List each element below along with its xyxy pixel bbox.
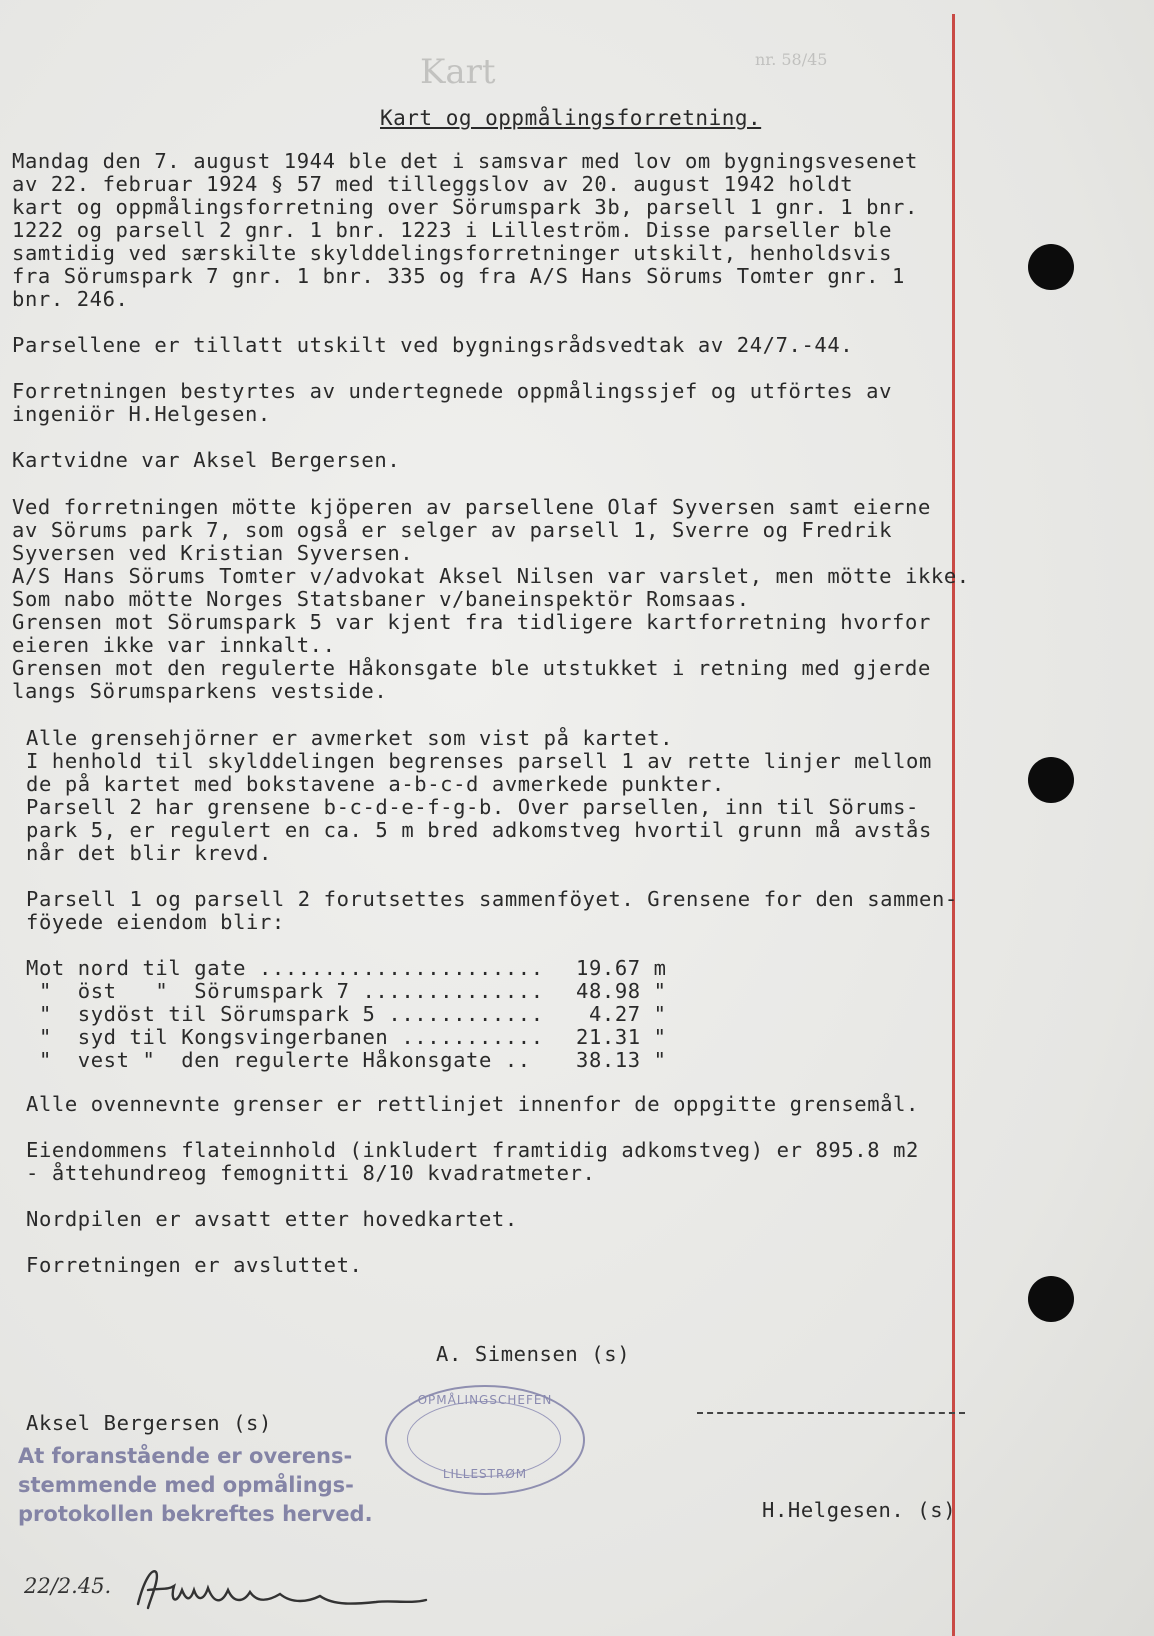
- signature-helgesen: H.Helgesen. (s): [762, 1498, 957, 1522]
- paragraph-line: Mandag den 7. august 1944 ble det i samsvar med lov om bygningsvesenet: [12, 149, 918, 173]
- paragraph-line: eieren ikke var innkalt..: [12, 633, 336, 657]
- signature-bergersen: Aksel Bergersen (s): [26, 1411, 272, 1435]
- paragraph-line: langs Sörumsparkens vestside.: [12, 679, 388, 703]
- boundary-value: 4.27 ": [576, 1002, 667, 1026]
- boundary-label: " vest " den regulerte Håkonsgate ..: [26, 1048, 531, 1072]
- paragraph-line: fra Sörumspark 7 gnr. 1 bnr. 335 og fra A/S Hans Sörums Tomter gnr. 1: [12, 264, 906, 288]
- paragraph-line: Alle grensehjörner er avmerket som vist på kartet.: [26, 726, 674, 750]
- boundary-value: 21.31 ": [576, 1025, 667, 1049]
- stamp-top-text: OPMÅLINGSCHEFEN: [417, 1393, 553, 1407]
- faint-header-right: nr. 58/45: [755, 50, 828, 69]
- margin-line: [952, 14, 955, 1636]
- paragraph-line: kart og oppmålingsforretning over Sörumspark 3b, parsell 1 gnr. 1 bnr.: [12, 195, 918, 219]
- closing-line: Alle ovennevnte grenser er rettlinjet innenfor de oppgitte grensemål.: [26, 1092, 920, 1116]
- paragraph-line: Forretningen bestyrtes av undertegnede oppmålingssjef og utförtes av: [12, 379, 893, 403]
- boundary-label: " öst " Sörumspark 7 ..............: [26, 979, 544, 1003]
- paragraph-line: Kartvidne var Aksel Bergersen.: [12, 448, 401, 472]
- paragraph-line: 1222 og parsell 2 gnr. 1 bnr. 1223 i Lilleström. Disse parseller ble: [12, 218, 893, 242]
- punch-hole-top: [1028, 244, 1074, 290]
- paragraph-line: I henhold til skylddelingen begrenses parsell 1 av rette linjer mellom: [26, 749, 932, 773]
- certification-line: At foranstående er overens-: [18, 1444, 353, 1468]
- punch-hole-middle: [1028, 757, 1074, 803]
- boundary-label: Mot nord til gate ......................: [26, 956, 544, 980]
- paragraph-line: Som nabo mötte Norges Statsbaner v/baneinspektör Romsaas.: [12, 587, 750, 611]
- paragraph-line: Grensen mot Sörumspark 5 var kjent fra tidligere kartforretning hvorfor: [12, 610, 931, 634]
- paragraph-line: föyede eiendom blir:: [26, 910, 285, 934]
- boundary-label: " sydöst til Sörumspark 5 ............: [26, 1002, 544, 1026]
- paragraph-line: samtidig ved særskilte skylddelingsforretninger utskilt, henholdsvis: [12, 241, 893, 265]
- stamp-bottom-text: LILLESTRØM: [442, 1467, 528, 1481]
- closing-line: Eiendommens flateinnhold (inkludert framtidig adkomstveg) er 895.8 m2: [26, 1138, 920, 1162]
- official-stamp: [385, 1385, 585, 1495]
- closing-line: - åttehundreog femognitti 8/10 kvadratmeter.: [26, 1161, 596, 1185]
- paragraph-line: Parsell 1 og parsell 2 forutsettes sammenföyet. Grensene for den sammen-: [26, 887, 958, 911]
- certification-line: protokollen bekreftes herved.: [18, 1502, 373, 1526]
- closing-line: Forretningen er avsluttet.: [26, 1253, 363, 1277]
- boundary-value: 19.67 m: [576, 956, 667, 980]
- stamp-inner-ring: [407, 1401, 561, 1477]
- paragraph-line: Parsell 2 har grensene b-c-d-e-f-g-b. Over parsellen, inn til Sörums-: [26, 795, 920, 819]
- punch-hole-bottom: [1028, 1276, 1074, 1322]
- paragraph-line: når det blir krevd.: [26, 841, 272, 865]
- paragraph-line: bnr. 246.: [12, 287, 129, 311]
- paragraph-line: av 22. februar 1924 § 57 med tilleggslov av 20. august 1942 holdt: [12, 172, 854, 196]
- paragraph-line: Grensen mot den regulerte Håkonsgate ble utstukket i retning med gjerde: [12, 656, 931, 680]
- signature-line: [697, 1412, 965, 1414]
- paragraph-line: de på kartet med bokstavene a-b-c-d avmerkede punkter.: [26, 772, 725, 796]
- certification-stamp: [18, 1442, 373, 1529]
- paragraph-line: A/S Hans Sörums Tomter v/advokat Aksel Nilsen var varslet, men mötte ikke.: [12, 564, 970, 588]
- certification-line: stemmende med opmålings-: [18, 1473, 354, 1497]
- boundary-label: " syd til Kongsvingerbanen ...........: [26, 1025, 544, 1049]
- handwritten-date: 22/2.45.: [24, 1574, 112, 1598]
- paragraph-line: ingeniör H.Helgesen.: [12, 402, 271, 426]
- boundary-value: 48.98 ": [576, 979, 667, 1003]
- paragraph-line: Parsellene er tillatt utskilt ved bygningsrådsvedtak av 24/7.-44.: [12, 333, 854, 357]
- paragraph-line: Ved forretningen mötte kjöperen av parsellene Olaf Syversen samt eierne: [12, 495, 931, 519]
- paragraph-line: av Sörums park 7, som også er selger av parsell 1, Sverre og Fredrik: [12, 518, 893, 542]
- boundary-value: 38.13 ": [576, 1048, 667, 1072]
- handwritten-signature-icon: [130, 1560, 450, 1620]
- paragraph-line: park 5, er regulert en ca. 5 m bred adkomstveg hvortil grunn må avstås: [26, 818, 932, 842]
- faint-header: Kart: [420, 52, 496, 92]
- signature-simensen: A. Simensen (s): [436, 1342, 631, 1366]
- document-title: Kart og oppmålingsforretning.: [380, 106, 762, 130]
- paragraph-line: Syversen ved Kristian Syversen.: [12, 541, 414, 565]
- closing-line: Nordpilen er avsatt etter hovedkartet.: [26, 1207, 518, 1231]
